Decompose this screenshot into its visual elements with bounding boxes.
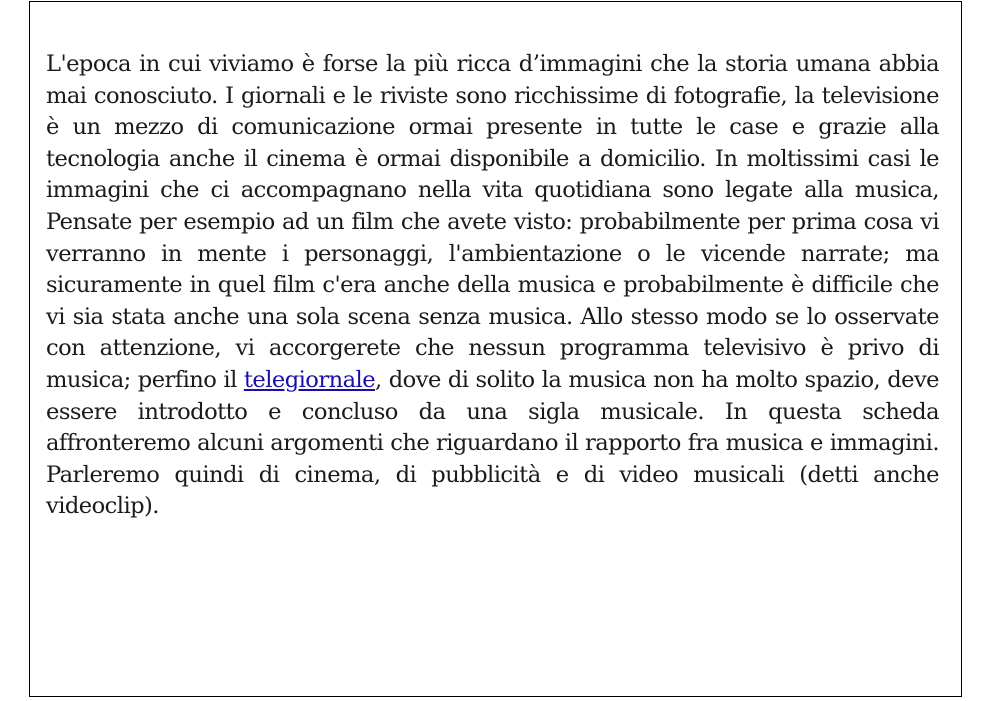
- body-paragraph: [46, 49, 939, 523]
- paragraph-text-after-link: , dove di solito la musica non ha molto spazio, deve essere introdotto e concluso da una sigla musicale. In questa scheda affronteremo alcuni argomenti che riguardano il rapporto fra musica e immagini. Parleremo quindi di cinema, di pubblicità e di video musicali (detti anche videoclip).: [46, 366, 939, 520]
- paragraph-text-before-link: L'epoca in cui viviamo è forse la più ricca d’immagini che la storia umana abbia mai conosciuto. I giornali e le riviste sono ricchissime di fotografie, la televisione è un mezzo di comunicazione ormai presente in tutte le case e grazie alla tecnologia anche il cinema è ormai disponibile a domicilio. In moltissimi casi le immagini che ci accompagnano nella vita quotidiana sono legate alla musica, Pensate per esempio ad un film che avete visto: probabilmente per prima cosa vi verranno in mente i personaggi, l'ambientazione o le vicende narrate; ma sicuramente in quel film c'era anche della musica e probabilmente è difficile che vi sia stata anche una sola scena senza musica. Allo stesso modo se lo osservate con attenzione, vi accorgerete che nessun programma televisivo è privo di musica; perfino il: [46, 51, 939, 393]
- telegiornale-link[interactable]: telegiornale: [243, 366, 376, 393]
